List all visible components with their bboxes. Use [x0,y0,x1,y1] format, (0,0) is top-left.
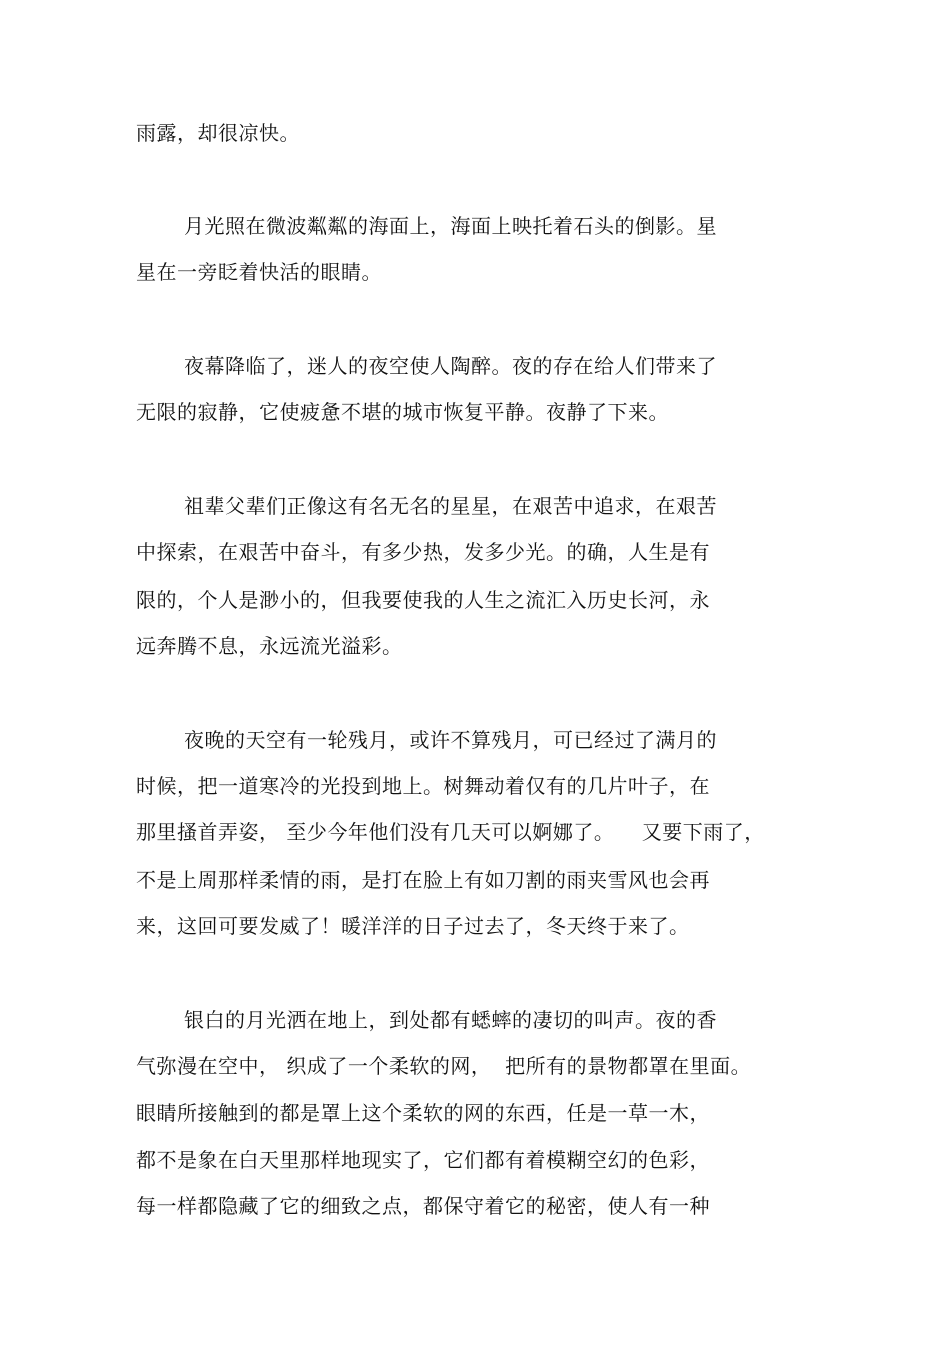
paragraph-5-line-3: 那里搔首弄姿， 至少今年他们没有几天可以婀娜了。 又要下雨了， [136,820,765,844]
paragraph-5-line-4: 不是上周那样柔情的雨，是打在脸上有如刀割的雨夹雪风也会再 [136,868,710,892]
paragraph-4-line-3: 限的，个人是渺小的，但我要使我的人生之流汇入历史长河，永 [136,588,710,612]
paragraph-3-line-1: 夜幕降临了，迷人的夜空使人陶醉。夜的存在给人们带来了 [184,354,717,378]
paragraph-6-line-3: 眼睛所接触到的都是罩上这个柔软的网的东西，任是一草一木， [136,1101,710,1125]
paragraph-4-line-2: 中探索，在艰苦中奋斗，有多少热，发多少光。的确，人生是有 [136,540,710,564]
paragraph-5-line-5: 来，这回可要发威了！暖洋洋的日子过去了，冬天终于来了。 [136,914,690,938]
paragraph-5-line-2: 时候，把一道寒冷的光投到地上。树舞动着仅有的几片叶子，在 [136,774,710,798]
paragraph-1-line-1: 雨露，却很凉快。 [136,121,300,145]
paragraph-6-line-4: 都不是象在白天里那样地现实了，它们都有着模糊空幻的色彩， [136,1148,710,1172]
paragraph-2-line-2: 星在一旁眨着快活的眼睛。 [136,260,382,284]
paragraph-3-line-2: 无限的寂静，它使疲惫不堪的城市恢复平静。夜静了下来。 [136,400,669,424]
paragraph-4-line-4: 远奔腾不息，永远流光溢彩。 [136,634,403,658]
paragraph-6-line-5: 每一样都隐藏了它的细致之点，都保守着它的秘密，使人有一种 [136,1194,710,1218]
paragraph-6-line-2: 气弥漫在空中， 织成了一个柔软的网， 把所有的景物都罩在里面。 [136,1054,752,1078]
paragraph-5-line-1: 夜晚的天空有一轮残月，或许不算残月，可已经过了满月的 [184,728,717,752]
paragraph-4-line-1: 祖辈父辈们正像这有名无名的星星，在艰苦中追求，在艰苦 [184,494,717,518]
paragraph-2-line-1: 月光照在微波粼粼的海面上，海面上映托着石头的倒影。星 [184,214,717,238]
paragraph-6-line-1: 银白的月光洒在地上，到处都有蟋蟀的凄切的叫声。夜的香 [184,1008,717,1032]
